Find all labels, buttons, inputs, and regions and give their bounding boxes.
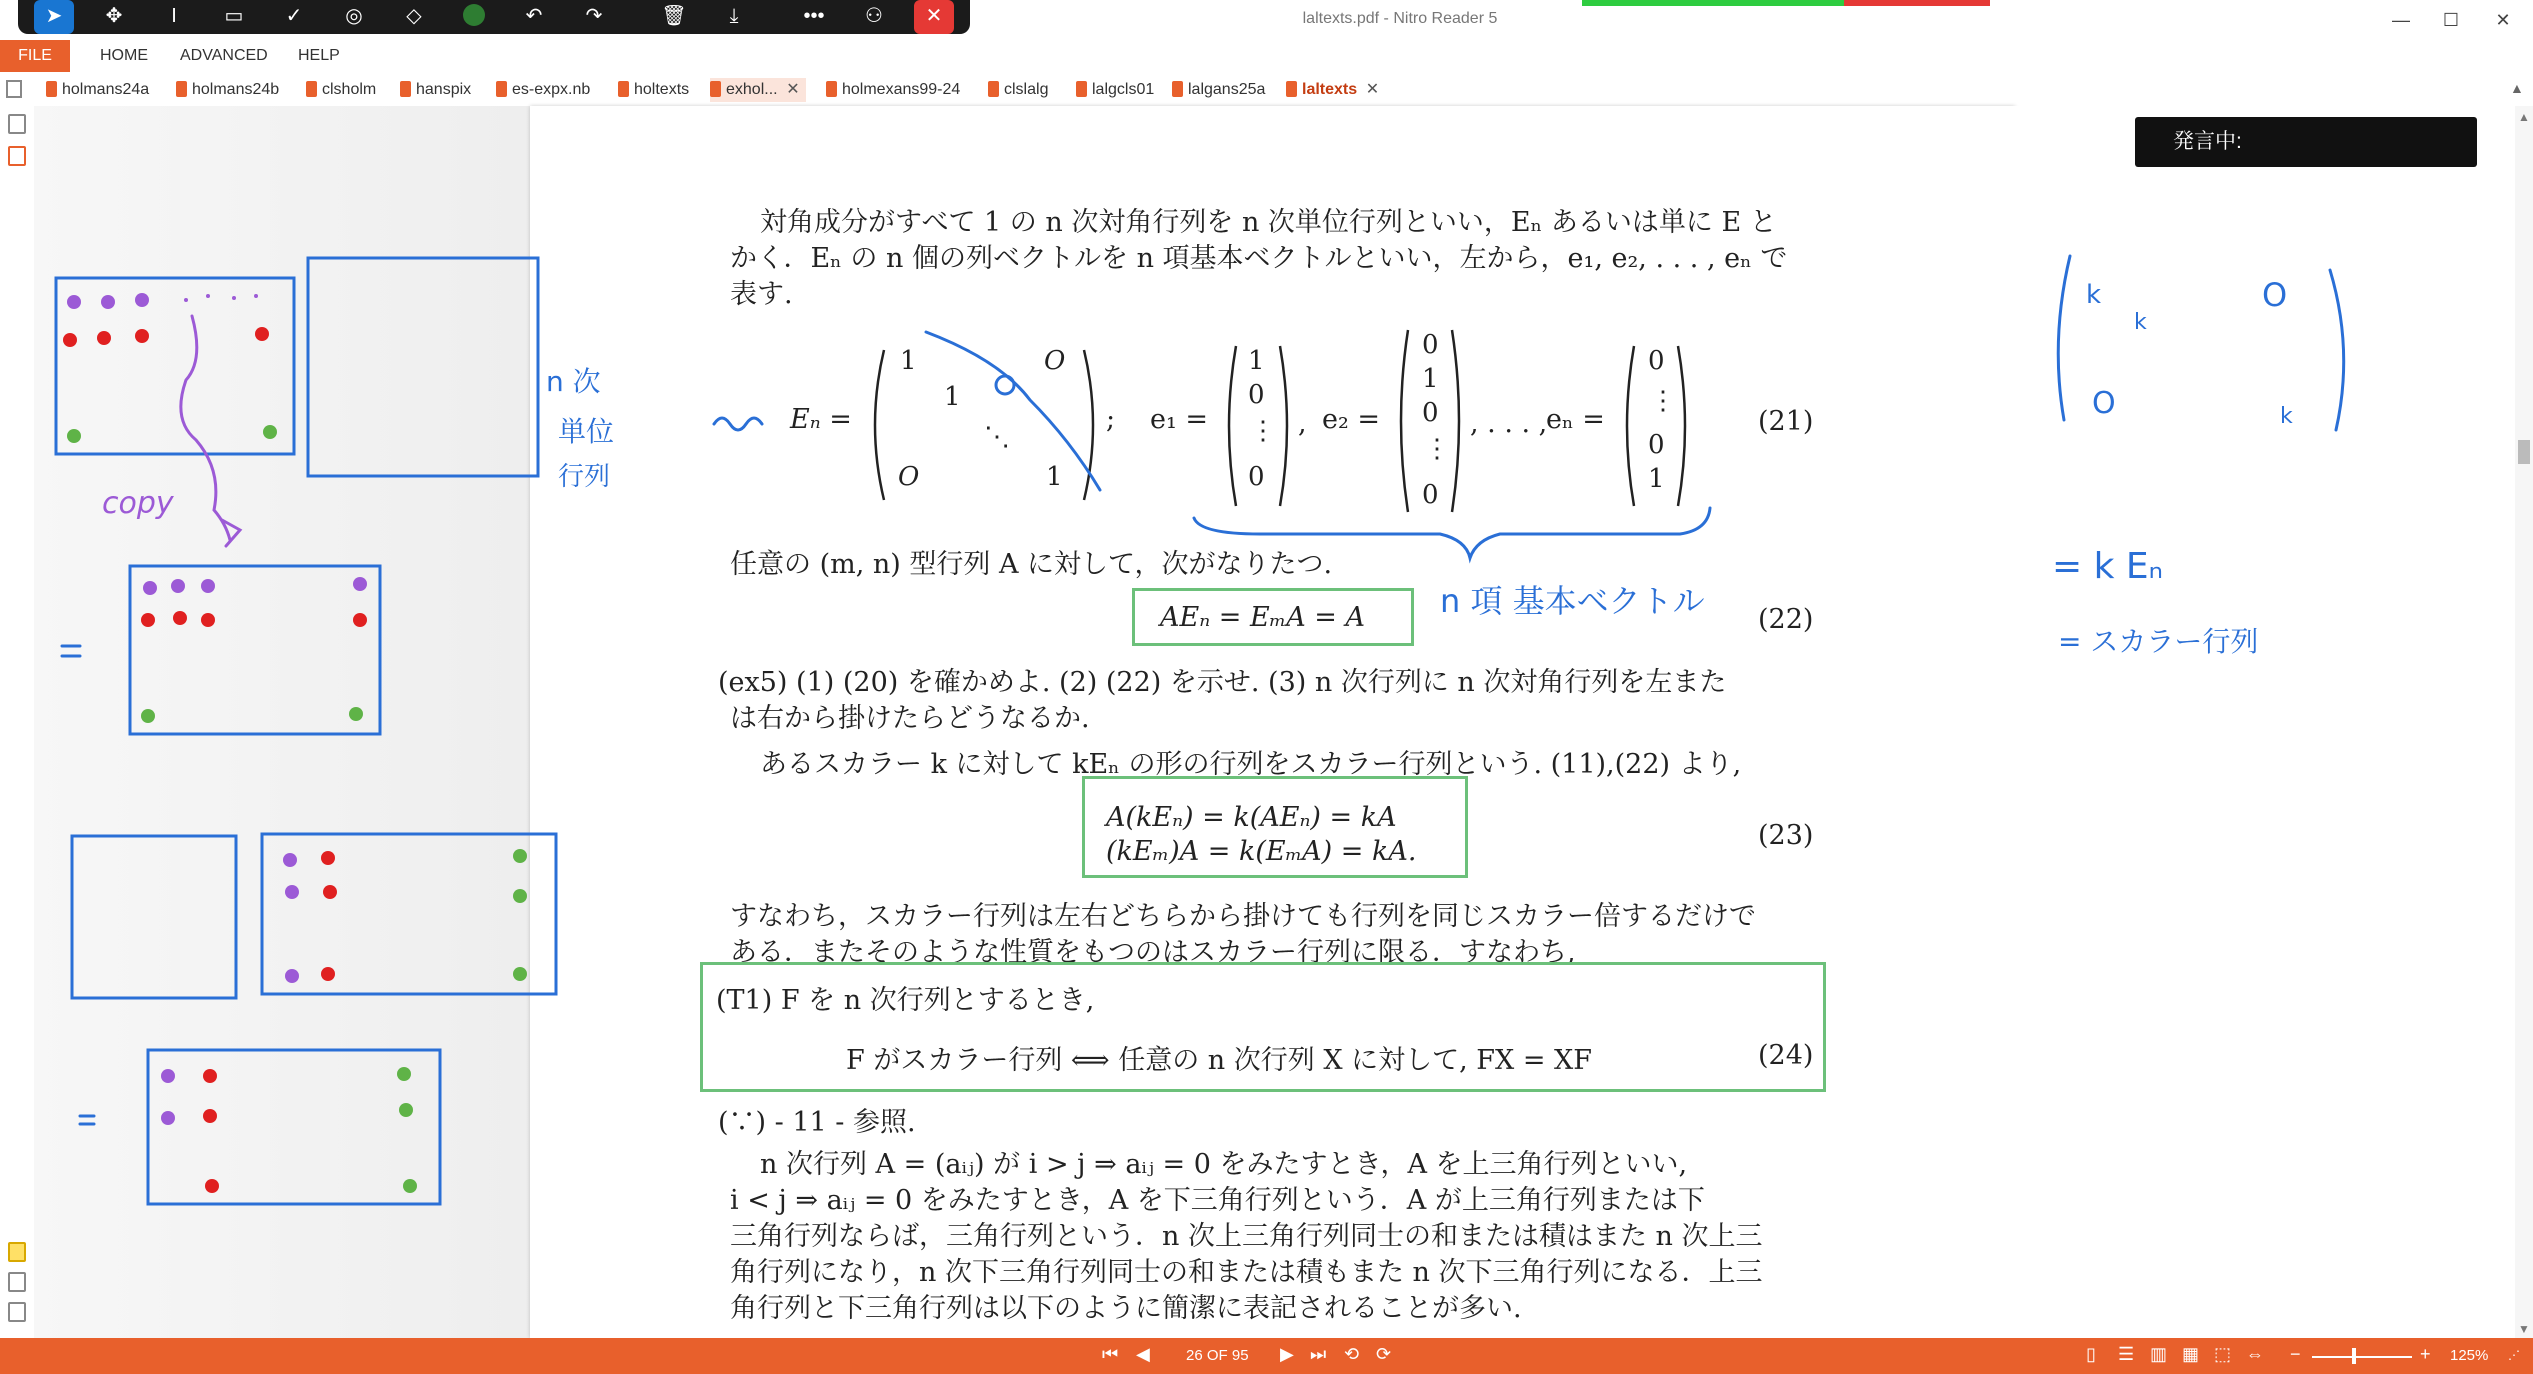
download-icon[interactable]: ⤓ (729, 5, 739, 27)
tab-label: exhol... (726, 81, 778, 98)
ellipsis: , . . . , (1470, 408, 1548, 439)
tab-exhol[interactable] (710, 78, 806, 102)
tab-lalgans25a[interactable] (1172, 78, 1265, 102)
pages-panel-icon[interactable] (8, 114, 26, 134)
recording-progress-green (1582, 0, 1844, 6)
menu-bar (0, 40, 2533, 72)
paragraph-line: あるスカラー k に対して kEₙ の形の行列をスカラー行列という. (11),(22) より, (760, 749, 1742, 780)
last-page-icon[interactable]: ⏭ (1310, 1344, 1327, 1364)
vertical-scrollbar[interactable] (2515, 106, 2533, 1338)
handwriting-O: O (2092, 386, 2116, 421)
paragraph-line: 表す. (730, 279, 793, 310)
single-page-view-icon[interactable]: ▯ (2086, 1344, 2096, 1364)
tab-es-expx[interactable] (496, 78, 590, 102)
vector-entry: 0 (1422, 330, 1439, 360)
text-cursor-icon[interactable]: I (171, 5, 177, 27)
comma: , (1298, 408, 1307, 439)
tab-holtexts[interactable] (618, 78, 689, 102)
paragraph-line: ある．またそのような性質をもつのはスカラー行列に限る．すなわち, (730, 937, 1576, 968)
tab-label: lalgans25a (1188, 81, 1266, 98)
minimize-button[interactable]: — (2392, 10, 2410, 30)
handwriting-O: O (2262, 276, 2288, 314)
vector-entry: ⋮ (1250, 416, 1276, 446)
tab-clslalg[interactable] (988, 78, 1048, 102)
handwriting-k: k (2280, 404, 2293, 429)
tab-scroll-up-icon[interactable]: ▲ (2510, 80, 2524, 96)
vector-entry: 1 (1248, 346, 1265, 376)
more-icon[interactable]: ••• (803, 5, 825, 27)
pdf-icon (176, 81, 187, 97)
zoom-slider-handle[interactable] (2352, 1348, 2356, 1364)
target-icon[interactable]: ◎ (345, 5, 363, 27)
status-bar (0, 1338, 2533, 1374)
theorem-head: (T1) F を n 次行列とするとき, (716, 985, 1095, 1016)
equation-number: (22) (1758, 604, 1814, 635)
handwriting-tani: 単位 (558, 415, 615, 448)
vector-entry: 0 (1422, 398, 1439, 428)
pdf-icon (618, 81, 629, 97)
tab-label: holtexts (634, 81, 690, 98)
tab-label: clslalg (1004, 81, 1049, 98)
zoom-slider[interactable] (2312, 1356, 2412, 1358)
tab-holmans24a[interactable] (46, 78, 149, 102)
color-dot-icon[interactable] (454, 0, 494, 34)
menu-home[interactable]: HOME (100, 47, 148, 64)
window-title: laltexts.pdf - Nitro Reader 5 (1302, 10, 1498, 27)
handwriting-scalar-matrix: = スカラー行列 (2058, 625, 2259, 658)
paragraph-line: 任意の (m, n) 型行列 A に対して，次がなりたつ. (730, 549, 1333, 580)
eq21-sep: ; (1106, 404, 1116, 435)
handwriting-gyoretsu: 行列 (558, 462, 611, 492)
tab-label: clsholm (322, 81, 377, 98)
vector-entry: 0 (1248, 462, 1265, 492)
select-arrow-icon[interactable]: ➤ (34, 0, 74, 34)
pen-toolbar (18, 0, 970, 34)
paragraph-line: i < j ⇒ aᵢⱼ = 0 をみたすとき，A を下三角行列という．A が上三角行列または下 (730, 1185, 1705, 1216)
continuous-view-icon[interactable]: ☰ (2118, 1344, 2135, 1364)
pdf-icon (710, 81, 721, 97)
scroll-thumb[interactable] (2518, 440, 2530, 464)
tab-label: es-expx.nb (512, 81, 591, 98)
undo-icon[interactable]: ↶ (525, 5, 543, 27)
left-margin-annotations (34, 106, 530, 1338)
pdf-icon (46, 81, 57, 97)
fit-width-icon[interactable]: ⇔ (2246, 1344, 2264, 1364)
next-page-icon[interactable]: ▶ (1280, 1344, 1294, 1364)
bookmarks-panel-icon[interactable] (8, 146, 26, 166)
redo-icon[interactable]: ↷ (585, 5, 603, 27)
matrix-entry: 1 (1046, 462, 1063, 492)
equation-number: (24) (1758, 1040, 1814, 1071)
back-view-icon[interactable]: ⟲ (1344, 1344, 1360, 1364)
eq22-formula: AEₙ = EₘA = A (1160, 602, 1365, 633)
e2-label: e₂ = (1322, 404, 1381, 435)
close-tab-icon[interactable]: ✕ (786, 81, 800, 98)
matrix-entry: 1 (900, 346, 917, 376)
vector-entry: 0 (1648, 346, 1665, 376)
move-icon[interactable]: ✥ (105, 5, 123, 27)
pdf-icon (988, 81, 999, 97)
matrix-entry: ⋱ (984, 422, 1010, 452)
paragraph-line: 三角行列ならば，三角行列という．n 次上三角行列同士の和または積はまた n 次上三 (730, 1221, 1763, 1252)
tab-bar (0, 72, 2533, 107)
tab-label: lalgcls01 (1092, 81, 1155, 98)
maximize-button[interactable]: ☐ (2442, 10, 2460, 30)
facing-view-icon[interactable]: ▥ (2150, 1344, 2168, 1364)
paragraph-line: (∵) - 11 - 参照. (718, 1107, 916, 1138)
paragraph-line: すなわち，スカラー行列は左右どちらから掛けても行列を同じスカラー倍するだけで (730, 901, 1756, 932)
paragraph-line: (ex5) (1) (20) を確かめよ. (2) (22) を示せ. (3) n 次行列に n 次対角行列を左また (718, 667, 1727, 698)
close-tab-icon[interactable]: ✕ (1365, 81, 1380, 98)
pdf-icon (496, 81, 507, 97)
eq23-line2: (kEₘ)A = k(EₘA) = kA. (1106, 836, 1417, 867)
matrix-entry: 1 (944, 382, 961, 412)
handwriting-n-ji: n 次 (546, 365, 601, 398)
vector-entry: ⋮ (1650, 386, 1676, 416)
recording-progress-red (1844, 0, 1990, 6)
trash-icon[interactable]: 🗑 (661, 5, 687, 27)
paragraph-line: かく．Eₙ の n 個の列ベクトルを n 項基本ベクトルといい，左から，e₁, e₂, . . . , eₙ で (730, 243, 1788, 274)
paragraph-line: n 次行列 A = (aᵢⱼ) が i > j ⇒ aᵢⱼ = 0 をみたすとき，A を上三角行列といい, (760, 1149, 1688, 1180)
handwriting-kihon-vector: n 項 基本ベクトル (1440, 582, 1705, 620)
pdf-icon (1286, 81, 1297, 97)
scroll-down-icon[interactable]: ▼ (2518, 1322, 2530, 1336)
fit-page-icon[interactable]: ⬚ (2214, 1344, 2232, 1364)
handwriting-k: k (2134, 310, 2147, 335)
page-indicator[interactable]: 26 OF 95 (1186, 1347, 1249, 1364)
pdf-icon (1076, 81, 1087, 97)
left-rail (0, 106, 35, 1338)
paragraph-line: 対角成分がすべて 1 の n 次対角行列を n 次単位行列といい，Eₙ あるいは単に E と (760, 207, 1777, 238)
menu-advanced[interactable]: ADVANCED (180, 47, 268, 64)
layers-panel-icon[interactable] (8, 1302, 26, 1322)
tab-clsholm[interactable] (306, 78, 376, 102)
paragraph-line: 角行列と下三角行列は以下のように簡潔に表記されることが多い. (730, 1293, 1522, 1324)
eraser-icon[interactable]: ◇ (406, 5, 422, 27)
vector-entry: ⋮ (1424, 434, 1450, 464)
equation-number: (21) (1758, 406, 1814, 437)
vector-entry: 0 (1248, 380, 1265, 410)
pdf-icon (1172, 81, 1183, 97)
zoom-level[interactable]: 125% (2450, 1347, 2489, 1364)
speaking-indicator: 発言中: (2135, 117, 2477, 167)
tab-label: holmans24b (192, 81, 280, 98)
previous-page-icon[interactable]: ◀ (1136, 1344, 1150, 1364)
scroll-up-icon[interactable]: ▲ (2518, 110, 2530, 124)
tab-lalgcls01[interactable] (1076, 78, 1154, 102)
handwriting-copy: copy (102, 486, 174, 521)
vector-entry: 1 (1648, 464, 1665, 494)
matrix-entry: O (898, 462, 920, 492)
tab-label: holmans24a (62, 81, 150, 98)
tab-laltexts[interactable] (1286, 78, 1385, 102)
zoom-in-icon[interactable]: + (2420, 1344, 2431, 1364)
tab-label: holmexans99-24 (842, 81, 961, 98)
eq21-lhs: Eₙ = (790, 404, 852, 435)
handwriting-k: k (2086, 280, 2102, 310)
theorem-body: F がスカラー行列 ⟺ 任意の n 次行列 X に対して, FX = XF (846, 1045, 1592, 1076)
vector-entry: 1 (1422, 364, 1439, 394)
tab-holmexans99-24[interactable] (826, 78, 960, 102)
paragraph-line: は右から掛けたらどうなるか. (730, 703, 1090, 734)
vector-entry: 0 (1422, 480, 1439, 510)
pdf-icon (306, 81, 317, 97)
first-page-icon[interactable]: ⏮ (1102, 1344, 1119, 1364)
attachments-panel-icon[interactable] (8, 1272, 26, 1292)
resize-grip-icon: ⋰ (2508, 1348, 2520, 1362)
equation-number: (23) (1758, 820, 1814, 851)
close-window-button[interactable]: ✕ (2495, 10, 2511, 30)
vector-entry: 0 (1648, 430, 1665, 460)
matrix-entry: O (1044, 346, 1066, 376)
eq23-line1: A(kEₙ) = k(AEₙ) = kA (1106, 802, 1397, 833)
tab-hanspix[interactable] (400, 78, 471, 102)
comments-panel-icon[interactable] (8, 1242, 26, 1262)
paragraph-line: 角行列になり，n 次下三角行列同士の和または積もまた n 次下三角行列になる．上三 (730, 1257, 1763, 1288)
e1-label: e₁ = (1150, 404, 1209, 435)
facing-continuous-icon[interactable]: ▦ (2182, 1344, 2200, 1364)
zoom-out-icon[interactable]: − (2290, 1344, 2301, 1364)
menu-file[interactable]: FILE (0, 40, 70, 72)
tab-label: hanspix (416, 81, 472, 98)
rectangle-icon[interactable]: ▭ (224, 5, 244, 27)
tab-holmans24b[interactable] (176, 78, 279, 102)
page-icon[interactable] (6, 80, 22, 98)
forward-view-icon[interactable]: ⟳ (1376, 1344, 1392, 1364)
pdf-icon (826, 81, 837, 97)
en-label: eₙ = (1546, 404, 1605, 435)
pdf-icon (400, 81, 411, 97)
check-icon[interactable]: ✓ (285, 5, 303, 27)
user-settings-icon[interactable]: ⚇ (865, 5, 883, 27)
tab-label: laltexts (1302, 81, 1358, 98)
close-icon[interactable]: ✕ (914, 0, 954, 34)
menu-help[interactable]: HELP (298, 47, 340, 64)
handwriting-k-En: = k Eₙ (2052, 546, 2163, 587)
